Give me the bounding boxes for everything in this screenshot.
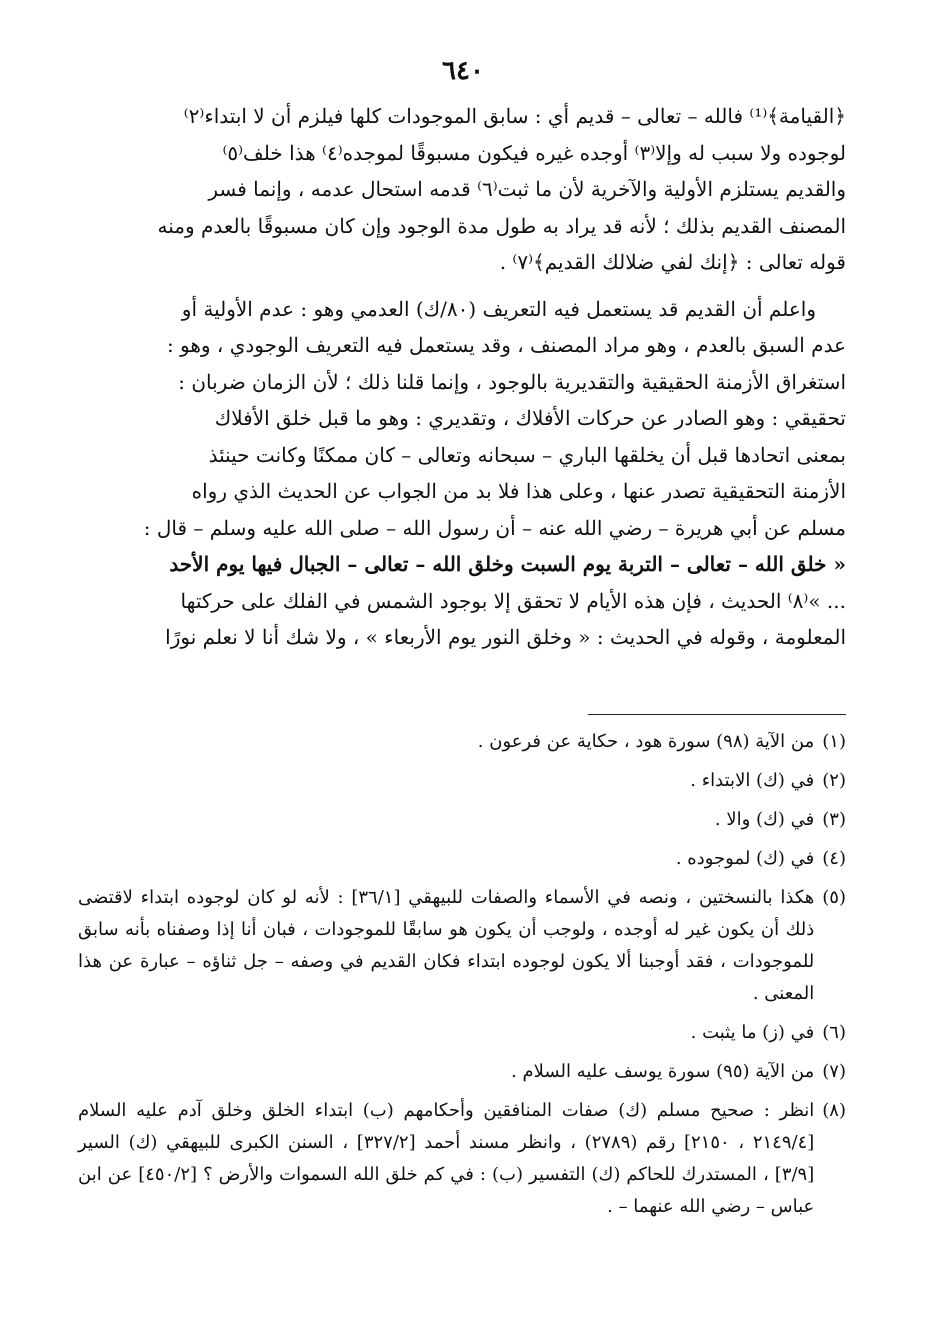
footnote-text: في (ز) ما يثبت . bbox=[690, 1022, 815, 1043]
text-line: لوجوده ولا سبب له وإلا⁽٣⁾ أوجده غيره فيكون مسبوقًا لموجده⁽٤⁾ هذا خلف⁽٥⁾ bbox=[222, 140, 846, 165]
footnote-text: هكذا بالنسختين ، ونصه في الأسماء والصفات للبيهقي [٣٦/١] : لأنه لو كان لوجوده ابتداء لاقتضى ذلك أن يكون غير له أوجده ، ولوجب أن يكون هو سابقًا للموجودات ، فبان أنا إذا وصفناه بأنه سابق للموجودات ، فقد أوجبنا ألا يكون لوجوده ابتداء فكان القديم في وصفه – جل ثناؤه – عبارة عن هذا المعنى . bbox=[78, 887, 815, 1004]
footnote-number: (٤) bbox=[822, 848, 846, 869]
text-line: ﴿القيامة﴾⁽¹⁾ فالله – تعالى – قديم أي : سابق الموجودات كلها فيلزم أن لا ابتداء⁽٢⁾ bbox=[183, 104, 846, 128]
footnote-number: (٢) bbox=[822, 770, 846, 791]
text-line: الأزمنة التحقيقية تصدر عنها ، وعلى هذا فلا بد من الجواب عن الحديث الذي رواه bbox=[191, 479, 846, 503]
footnote-number: (٧) bbox=[822, 1061, 846, 1082]
footnote-8 bbox=[78, 1095, 846, 1223]
footnote-number: (٨) bbox=[822, 1100, 846, 1121]
text-line: مسلم عن أبي هريرة – رضي الله عنه – أن رسول الله – صلى الله عليه وسلم – قال : bbox=[143, 515, 846, 540]
text-line: والقديم يستلزم الأولية والآخرية لأن ما ثبت⁽٦⁾ قدمه استحال عدمه ، وإنما فسر bbox=[208, 177, 846, 201]
paragraph-1 bbox=[78, 98, 846, 281]
footnote-text: في (ك) لموجوده . bbox=[675, 848, 815, 869]
hadith-quote-line: « خلق الله – تعالى – التربة يوم السبت وخلق الله – تعالى – الجبال فيها يوم الأحد bbox=[169, 552, 846, 576]
text-line: ... »⁽٨⁾ الحديث ، فإن هذه الأيام لا تحقق إلا بوجود الشمس في الفلك على حركتها bbox=[180, 588, 846, 613]
paragraph-2 bbox=[78, 291, 846, 656]
footnote-1 bbox=[78, 726, 846, 758]
footnote-5 bbox=[78, 882, 846, 1010]
footnote-3 bbox=[78, 804, 846, 836]
footnote-number: (٣) bbox=[822, 809, 846, 830]
footnote-text: من الآية (٩٥) سورة يوسف عليه السلام . bbox=[511, 1061, 815, 1082]
page-number: ٦٤٠ bbox=[442, 56, 484, 86]
text-line: تحقيقي : وهو الصادر عن حركات الأفلاك ، وتقديري : وهو ما قبل خلق الأفلاك bbox=[214, 406, 846, 430]
text-line: المصنف القديم بذلك ؛ لأنه قد يراد به طول مدة الوجود وإن كان مسبوقًا بالعدم ومنه bbox=[157, 213, 846, 238]
footnote-text: انظر : صحيح مسلم (ك) صفات المنافقين وأحكامهم (ب) ابتداء الخلق وخلق آدم عليه السلام [٢١٤٩/٤ ، ٢١٥٠] رقم (٢٧٨٩) ، وانظر مسند أحمد [٣٢٧/٢] ، السنن الكبرى للبيهقي (ك) السير [٣/٩] ، المستدرك للحاكم (ك) التفسير (ب) : في كم خلق الله السموات والأرض ؟ [٤٥٠/٢] عن ابن عباس – رضي الله عنهما – . bbox=[78, 1100, 815, 1217]
footnotes bbox=[78, 726, 846, 1230]
footnote-number: (٦) bbox=[822, 1022, 846, 1043]
text-line: واعلم أن القديم قد يستعمل فيه التعريف (٨٠/ك) العدمي وهو : عدم الأولية أو bbox=[181, 296, 816, 321]
footnote-number: (٥) bbox=[822, 887, 846, 908]
footnote-2 bbox=[78, 765, 846, 797]
footnote-text: في (ك) والا . bbox=[714, 809, 815, 830]
footnote-text: في (ك) الابتداء . bbox=[690, 770, 815, 791]
footnote-number: (١) bbox=[822, 731, 846, 752]
footnote-6 bbox=[78, 1017, 846, 1049]
footnote-divider bbox=[588, 714, 846, 715]
text-line: عدم السبق بالعدم ، وهو مراد المصنف ، وقد يستعمل فيه التعريف الوجودي ، وهو : bbox=[166, 333, 846, 357]
text-line: قوله تعالى : ﴿إنك لفي ضلالك القديم﴾⁽٧⁾ . bbox=[499, 250, 846, 274]
text-line: المعلومة ، وقوله في الحديث : « وخلق النور يوم الأربعاء » ، ولا شك أنا لا نعلم نورًا bbox=[165, 625, 846, 649]
footnote-text: من الآية (٩٨) سورة هود ، حكاية عن فرعون . bbox=[477, 731, 815, 752]
text-line: بمعنى اتحادها قبل أن يخلقها الباري – سبحانه وتعالى – كان ممكنًا وكانت حينئذ bbox=[208, 442, 846, 467]
footnote-4 bbox=[78, 843, 846, 875]
footnote-7 bbox=[78, 1056, 846, 1088]
text-line: استغراق الأزمنة الحقيقية والتقديرية بالوجود ، وإنما قلنا ذلك ؛ لأن الزمان ضربان : bbox=[178, 369, 846, 394]
main-text bbox=[78, 98, 846, 656]
